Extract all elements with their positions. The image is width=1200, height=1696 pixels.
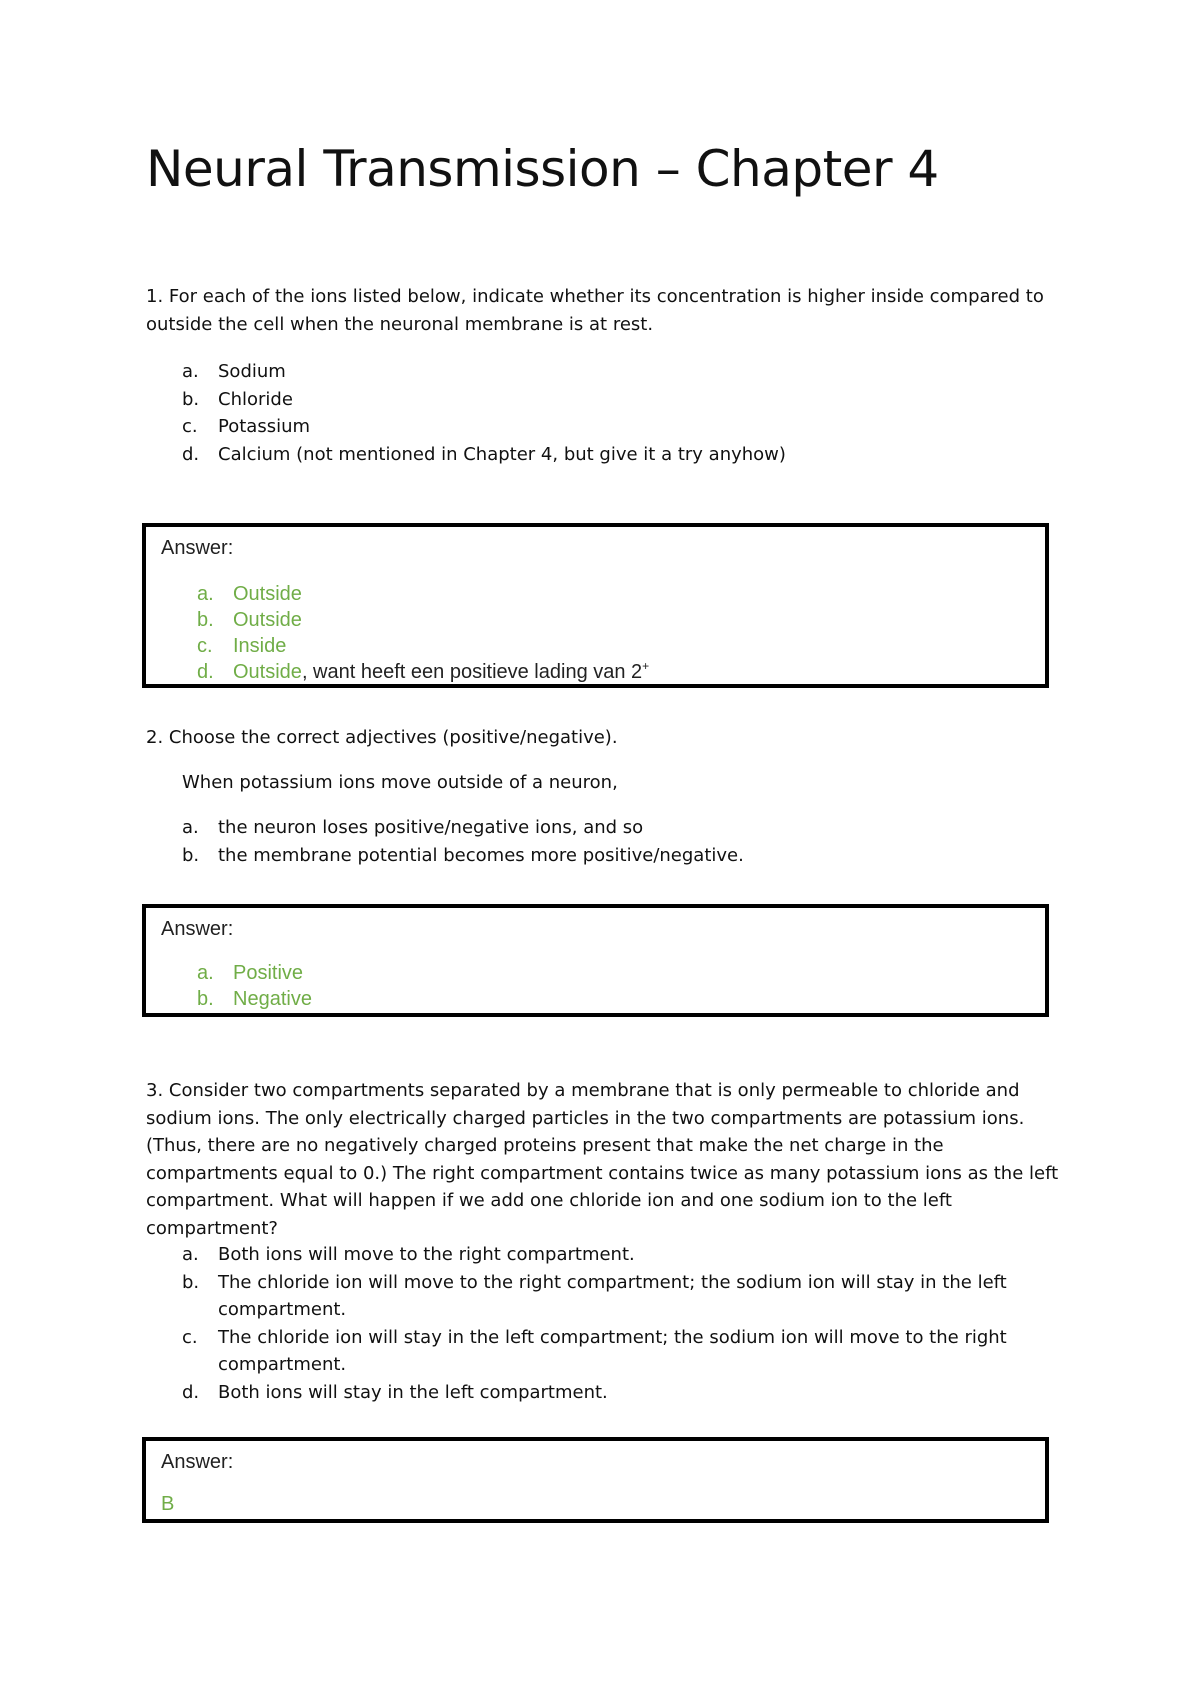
question-2-lead: When potassium ions move outside of a neuron, — [182, 772, 618, 793]
answer-item — [146, 659, 649, 685]
option-letter: b. — [182, 388, 200, 410]
question-2-options — [146, 814, 1046, 869]
question-3-options — [146, 1241, 1046, 1406]
list-item — [146, 842, 1046, 870]
answer-text: Outside — [233, 609, 302, 631]
option-text: Chloride — [218, 388, 293, 410]
answer-box-1 — [142, 523, 1049, 688]
answer-letter: b. — [197, 609, 214, 631]
option-letter: d. — [182, 443, 200, 465]
option-text: Sodium — [218, 361, 286, 382]
answer-item — [146, 633, 649, 659]
list-item — [146, 1379, 1046, 1407]
list-item — [146, 386, 1046, 414]
list-item — [146, 814, 1046, 842]
list-item — [146, 1269, 1046, 1324]
answer-list-2 — [146, 960, 312, 1012]
answer-item — [146, 607, 649, 633]
question-1-options — [146, 358, 1046, 468]
option-letter: b. — [182, 1271, 200, 1293]
answer-letter: a. — [197, 962, 214, 984]
option-letter: b. — [182, 844, 200, 866]
answer-box-3 — [142, 1437, 1049, 1523]
page-title: Neural Transmission – Chapter 4 — [146, 140, 939, 198]
answer-text: Outside — [233, 661, 302, 683]
answer-letter: a. — [197, 583, 214, 605]
list-item — [146, 1241, 1046, 1269]
question-3-text: 3. Consider two compartments separated by a membrane that is only permeable to chloride and sodium ions. The only electrically charged particles in the two compartments are potassium ions. (Thus, there are no negatively charged proteins present that make the net charge in the compartments equal to 0.) The right compartment contains twice as many potassium ions as the left compartment. What will happen if we add one chloride ion and one sodium ion to the left compartment? — [146, 1080, 1059, 1239]
option-letter: d. — [182, 1381, 200, 1403]
option-text: The chloride ion will stay in the left compartment; the sodium ion will move to the right compartment. — [218, 1326, 1007, 1375]
answer-text: B — [161, 1493, 175, 1515]
list-item — [146, 1324, 1046, 1379]
option-text: the neuron loses positive/negative ions, and so — [218, 817, 644, 838]
answer-box-2 — [142, 904, 1049, 1017]
answer-item — [146, 960, 312, 986]
option-text: the membrane potential becomes more positive/negative. — [218, 844, 744, 866]
answer-label: Answer: — [161, 918, 234, 940]
list-item — [146, 441, 1046, 469]
answer-superscript: + — [642, 659, 650, 673]
option-letter: c. — [182, 1326, 198, 1348]
answer-item — [146, 581, 649, 607]
answer-list-1 — [146, 581, 649, 685]
option-text: The chloride ion will move to the right compartment; the sodium ion will stay in the left compartment. — [218, 1271, 1007, 1320]
answer-label: Answer: — [161, 537, 234, 559]
option-text: Both ions will move to the right compartment. — [218, 1244, 635, 1265]
answer-text: Negative — [233, 988, 312, 1010]
option-text: Potassium — [218, 416, 311, 437]
option-letter: c. — [182, 416, 198, 437]
option-letter: a. — [182, 1244, 199, 1265]
answer-text: Inside — [233, 635, 287, 657]
answer-letter: d. — [197, 661, 214, 683]
answer-text: Outside — [233, 583, 302, 605]
answer-letter: b. — [197, 988, 214, 1010]
answer-text: Positive — [233, 962, 304, 984]
answer-label: Answer: — [161, 1451, 234, 1473]
list-item — [146, 358, 1046, 386]
answer-note: , want heeft een positieve lading van 2 — [301, 661, 643, 683]
option-letter: a. — [182, 361, 199, 382]
answer-letter: c. — [197, 635, 213, 657]
list-item — [146, 413, 1046, 441]
option-text: Calcium (not mentioned in Chapter 4, but give it a try anyhow) — [218, 443, 786, 465]
answer-item — [146, 986, 312, 1012]
question-1-text: 1. For each of the ions listed below, indicate whether its concentration is higher inside compared to outside the cell when the neuronal membrane is at rest. — [146, 286, 1044, 335]
option-letter: a. — [182, 817, 199, 838]
option-text: Both ions will stay in the left compartment. — [218, 1381, 608, 1403]
question-2-text: 2. Choose the correct adjectives (positive/negative). — [146, 727, 618, 748]
